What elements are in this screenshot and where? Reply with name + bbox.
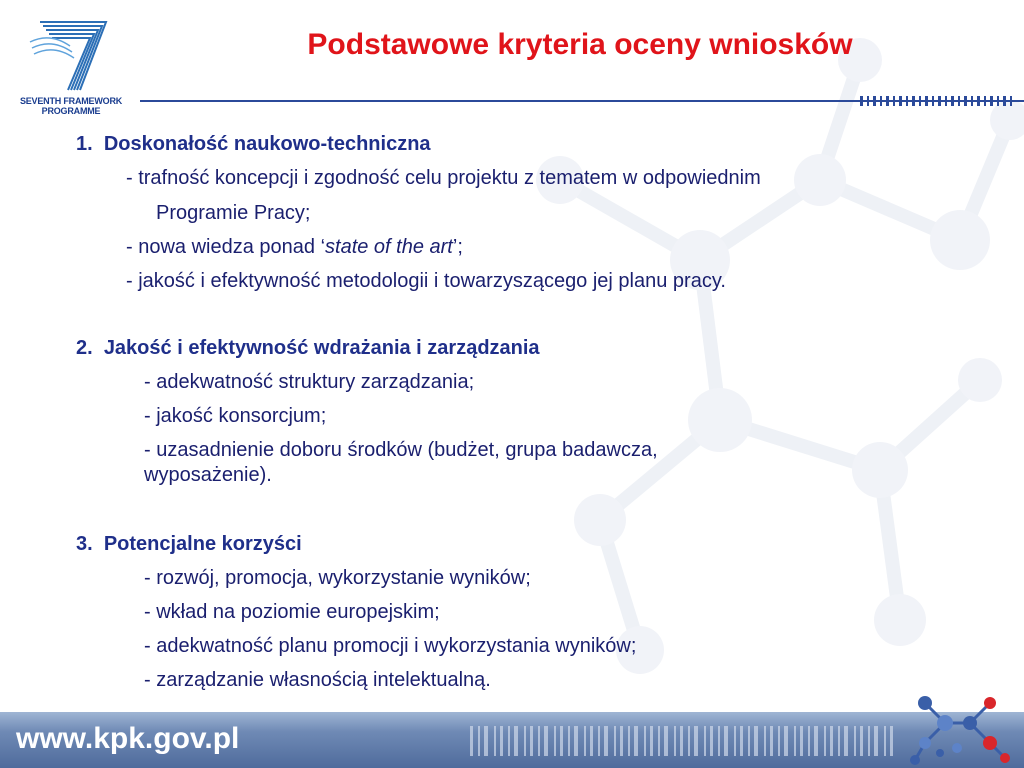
footer-bar [0, 712, 1024, 768]
fp7-logo [10, 12, 132, 124]
section-3-item-2: - wkład na poziomie europejskim; [144, 601, 440, 623]
section-1-item-1: - trafność koncepcji i zgodność celu projektu z tematem w odpowiednim [126, 167, 761, 189]
footer-url[interactable]: www.kpk.gov.pl [16, 722, 240, 755]
section-3-item-4: - zarządzanie własnością intelektualną. [144, 669, 491, 691]
section-2-item-2: - jakość konsorcjum; [144, 405, 327, 427]
section-1-heading [76, 133, 431, 156]
header-divider [140, 96, 1024, 108]
section-2-number: 2. [76, 337, 93, 359]
section-3-heading [76, 533, 302, 556]
slide-title: Podstawowe kryteria oceny wniosków [307, 28, 853, 61]
section-2-item-3: - uzasadnienie doboru środków (budżet, grupa badawcza, [144, 439, 658, 461]
logo-line-2: PROGRAMME [41, 106, 101, 116]
section-3-number: 3. [76, 533, 93, 555]
section-2-item-3-cont: wyposażenie). [144, 464, 272, 486]
footer-stripes-decoration [470, 716, 900, 764]
section-3-title: Potencjalne korzyści [103, 533, 302, 555]
section-3-item-3: - adekwatność planu promocji i wykorzystania wyników; [144, 635, 637, 657]
section-1-number: 1. [76, 133, 93, 155]
section-2-title: Jakość i efektywność wdrażania i zarządzania [103, 337, 540, 359]
state-of-the-art-text: state of the art [325, 236, 453, 258]
fp7-seven-icon [10, 12, 132, 94]
section-1-item-1-cont: Programie Pracy; [156, 202, 311, 224]
section-1-item-3: - jakość i efektywność metodologii i towarzyszącego jej planu pracy. [126, 270, 726, 292]
section-1-item-2: - nowa wiedza ponad ‘state of the art’; [126, 236, 463, 258]
logo-line-1: SEVENTH FRAMEWORK [19, 96, 123, 106]
section-2-heading [76, 337, 540, 360]
molecule-logo-icon [895, 688, 1020, 768]
section-3-item-1: - rozwój, promocja, wykorzystanie wyników; [144, 567, 531, 589]
section-2-item-1: - adekwatność struktury zarządzania; [144, 371, 475, 393]
section-1-title: Doskonałość naukowo-techniczna [103, 133, 431, 155]
